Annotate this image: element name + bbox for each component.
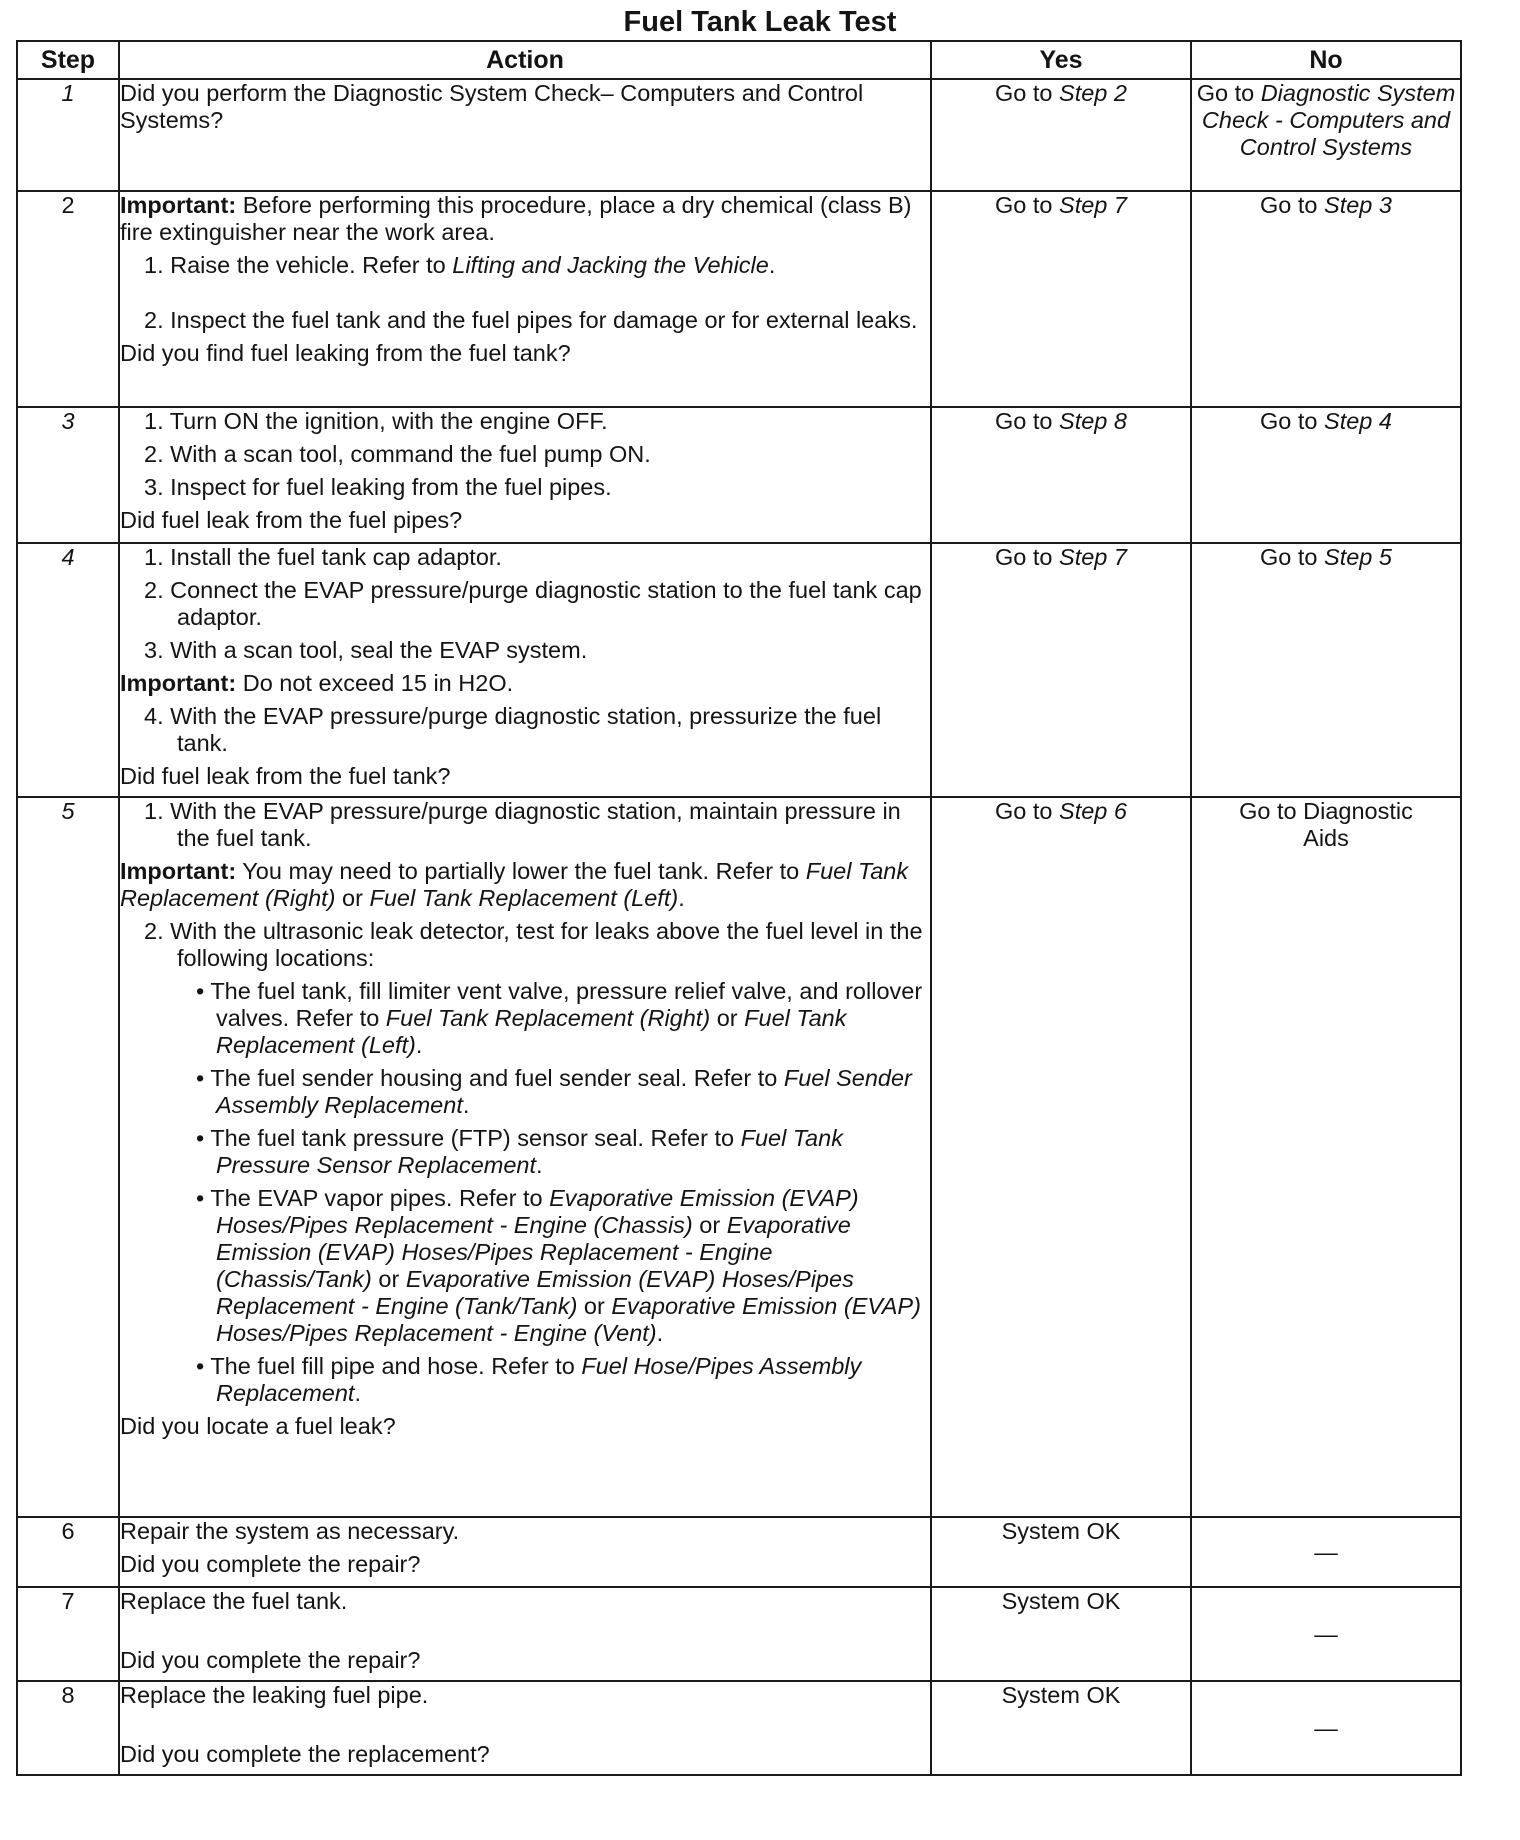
step-number: 2 — [17, 191, 119, 407]
bullet-reference[interactable]: Evaporative Emission (EVAP) Hoses/Pipes Replacement - Engine (Tank/Tank) — [216, 1266, 854, 1319]
important-note — [120, 858, 930, 912]
step-number: 5 — [17, 797, 119, 1517]
bullet-item — [120, 1125, 930, 1179]
bullet-reference[interactable]: Fuel Tank Replacement (Right) — [385, 1005, 711, 1031]
action-question: Did you find fuel leaking from the fuel tank? — [120, 340, 571, 366]
important-label: Important: — [120, 192, 237, 218]
item-end: . — [768, 252, 776, 278]
important-note — [120, 192, 930, 246]
action-item: 1. Turn ON the ignition, with the engine OFF. — [144, 408, 608, 434]
bullet-or: or — [710, 1005, 745, 1031]
table-row — [17, 797, 1461, 1517]
yes-prefix: Go to — [995, 80, 1060, 106]
action-question: Did fuel leak from the fuel pipes? — [120, 507, 463, 533]
document-title: Fuel Tank Leak Test — [623, 6, 897, 38]
step-number: 8 — [17, 1681, 119, 1775]
bullet-item — [120, 978, 930, 1059]
action-question: Did fuel leak from the fuel tank? — [120, 763, 451, 789]
no-link[interactable]: Step 3 — [1324, 192, 1392, 218]
header-row — [17, 41, 1461, 79]
action-item: 3. With a scan tool, seal the EVAP system. — [144, 637, 588, 663]
bullet-or: or — [577, 1293, 612, 1319]
no-link[interactable]: Step 4 — [1324, 408, 1392, 434]
important-label: Important: — [120, 670, 237, 696]
action-question: Did you complete the repair? — [120, 1551, 421, 1577]
spacer — [120, 1715, 930, 1737]
table-row — [17, 79, 1461, 191]
bullet-reference[interactable]: Fuel Hose/Pipes Assembly Replacement — [216, 1353, 862, 1406]
step-number: 3 — [17, 407, 119, 543]
bullet-item — [120, 1065, 930, 1119]
no-prefix: Go to — [1260, 544, 1325, 570]
yes-prefix: Go to — [995, 798, 1060, 824]
yes-prefix: Go to — [995, 544, 1060, 570]
action-question: Did you complete the repair? — [120, 1647, 421, 1673]
action-cell — [119, 1587, 931, 1681]
bullet-end: . — [415, 1032, 423, 1058]
bullet-reference[interactable]: Fuel Tank Pressure Sensor Replacement — [216, 1125, 843, 1178]
header-no: No — [1191, 41, 1461, 79]
yes-prefix: Go to — [995, 408, 1060, 434]
yes-cell — [931, 407, 1191, 543]
action-cell — [119, 797, 931, 1517]
action-item: 2. With the ultrasonic leak detector, test for leaks above the fuel level in the following locations: — [144, 918, 923, 971]
important-text: Do not exceed 15 in H2O. — [236, 670, 514, 696]
yes-link[interactable]: Step 7 — [1059, 544, 1127, 570]
important-reference[interactable]: Fuel Tank Replacement (Left) — [369, 885, 679, 911]
yes-link[interactable]: Step 7 — [1059, 192, 1127, 218]
important-text: Before performing this procedure, place a dry chemical (class B) fire extinguisher near the work area. — [120, 192, 912, 245]
no-cell — [1191, 79, 1461, 191]
action-item: 3. Inspect for fuel leaking from the fuel pipes. — [144, 474, 612, 500]
no-cell: — — [1191, 1587, 1461, 1681]
header-step: Step — [17, 41, 119, 79]
action-item: 1. With the EVAP pressure/purge diagnostic station, maintain pressure in the fuel tank. — [144, 798, 901, 851]
action-cell — [119, 1517, 931, 1587]
important-text: You may need to partially lower the fuel tank. Refer to — [236, 858, 806, 884]
bullet-text: • The fuel fill pipe and hose. Refer to — [196, 1353, 582, 1379]
bullet-text: • The fuel tank, fill limiter vent valve, pressure relief valve, and rollover valves. Refer to — [196, 978, 923, 1031]
action-question: Did you perform the Diagnostic System Check– Computers and Control Systems? — [120, 80, 864, 133]
table-row — [17, 1517, 1461, 1587]
bullet-reference[interactable]: Fuel Tank Replacement (Left) — [216, 1005, 847, 1058]
step-number: 6 — [17, 1517, 119, 1587]
bullet-text: • The EVAP vapor pipes. Refer to — [196, 1185, 550, 1211]
table-row — [17, 543, 1461, 797]
no-cell: — — [1191, 1681, 1461, 1775]
yes-link[interactable]: Step 2 — [1059, 80, 1127, 106]
no-prefix: Go to — [1260, 192, 1325, 218]
yes-prefix: Go to — [995, 192, 1060, 218]
important-note — [120, 670, 930, 697]
no-prefix: Go to — [1260, 408, 1325, 434]
action-cell — [119, 543, 931, 797]
item-text: 1. Raise the vehicle. Refer to — [144, 252, 453, 278]
no-cell — [1191, 543, 1461, 797]
bullet-end: . — [536, 1152, 543, 1178]
action-line: Replace the fuel tank. — [120, 1588, 348, 1614]
step-number: 4 — [17, 543, 119, 797]
action-item: 4. With the EVAP pressure/purge diagnostic station, pressurize the fuel tank. — [144, 703, 882, 756]
bullet-reference[interactable]: Fuel Sender Assembly Replacement — [216, 1065, 912, 1118]
important-reference[interactable]: Fuel Tank Replacement (Right) — [120, 858, 909, 911]
step-number: 1 — [17, 79, 119, 191]
bullet-item — [120, 1185, 930, 1347]
table-row — [17, 407, 1461, 543]
action-cell — [119, 1681, 931, 1775]
table-row — [17, 191, 1461, 407]
no-prefix: Go to — [1196, 80, 1261, 106]
bullet-reference[interactable]: Evaporative Emission (EVAP) Hoses/Pipes Replacement - Engine (Vent) — [216, 1293, 921, 1346]
no-link[interactable]: Diagnostic System Check - Computers and Control Systems — [1201, 80, 1456, 160]
bullet-end: . — [656, 1320, 664, 1346]
no-link[interactable]: Go to Diagnostic Aids — [1239, 798, 1413, 851]
yes-cell — [931, 79, 1191, 191]
yes-link[interactable]: Step 8 — [1059, 408, 1127, 434]
bullet-or: or — [371, 1266, 406, 1292]
table-row — [17, 1681, 1461, 1775]
fuel-tank-leak-test-table — [16, 40, 1462, 1776]
important-or: or — [335, 885, 370, 911]
no-cell — [1191, 797, 1461, 1517]
yes-cell: System OK — [931, 1517, 1191, 1587]
action-cell — [119, 407, 931, 543]
spacer — [120, 1621, 930, 1643]
bullet-or: or — [692, 1212, 727, 1238]
action-cell — [119, 79, 931, 191]
action-line: Repair the system as necessary. — [120, 1518, 460, 1544]
bullet-text: • The fuel tank pressure (FTP) sensor seal. Refer to — [196, 1125, 741, 1151]
action-line: Replace the leaking fuel pipe. — [120, 1682, 429, 1708]
action-item: 2. With a scan tool, command the fuel pump ON. — [144, 441, 651, 467]
table-row — [17, 1587, 1461, 1681]
yes-cell: System OK — [931, 1587, 1191, 1681]
bullet-item — [120, 1353, 930, 1407]
bullet-end: . — [354, 1380, 361, 1406]
action-item: 2. Inspect the fuel tank and the fuel pipes for damage or for external leaks. — [144, 307, 918, 333]
action-cell — [119, 191, 931, 407]
header-yes: Yes — [931, 41, 1191, 79]
action-item: 2. Connect the EVAP pressure/purge diagnostic station to the fuel tank cap adaptor. — [144, 577, 922, 630]
action-item — [120, 252, 930, 279]
yes-cell — [931, 191, 1191, 407]
bullet-end: . — [462, 1092, 470, 1118]
no-cell: — — [1191, 1517, 1461, 1587]
action-item: 1. Install the fuel tank cap adaptor. — [144, 544, 502, 570]
yes-cell: System OK — [931, 1681, 1191, 1775]
important-label: Important: — [120, 858, 237, 884]
bullet-reference[interactable]: Evaporative Emission (EVAP) Hoses/Pipes Replacement - Engine (Chassis) — [216, 1185, 859, 1238]
action-question: Did you complete the replacement? — [120, 1741, 490, 1767]
header-action: Action — [119, 41, 931, 79]
spacer — [120, 285, 930, 307]
no-cell — [1191, 407, 1461, 543]
important-end: . — [678, 885, 685, 911]
bullet-reference[interactable]: Evaporative Emission (EVAP) Hoses/Pipes Replacement - Engine (Chassis/Tank) — [216, 1212, 851, 1292]
action-question: Did you locate a fuel leak? — [120, 1413, 396, 1439]
no-cell — [1191, 191, 1461, 407]
yes-link[interactable]: Step 6 — [1059, 798, 1127, 824]
yes-cell — [931, 797, 1191, 1517]
step-number: 7 — [17, 1587, 119, 1681]
no-link[interactable]: Step 5 — [1324, 544, 1392, 570]
bullet-text: • The fuel sender housing and fuel sender seal. Refer to — [196, 1065, 784, 1091]
item-reference[interactable]: Lifting and Jacking the Vehicle — [452, 252, 769, 278]
yes-cell — [931, 543, 1191, 797]
